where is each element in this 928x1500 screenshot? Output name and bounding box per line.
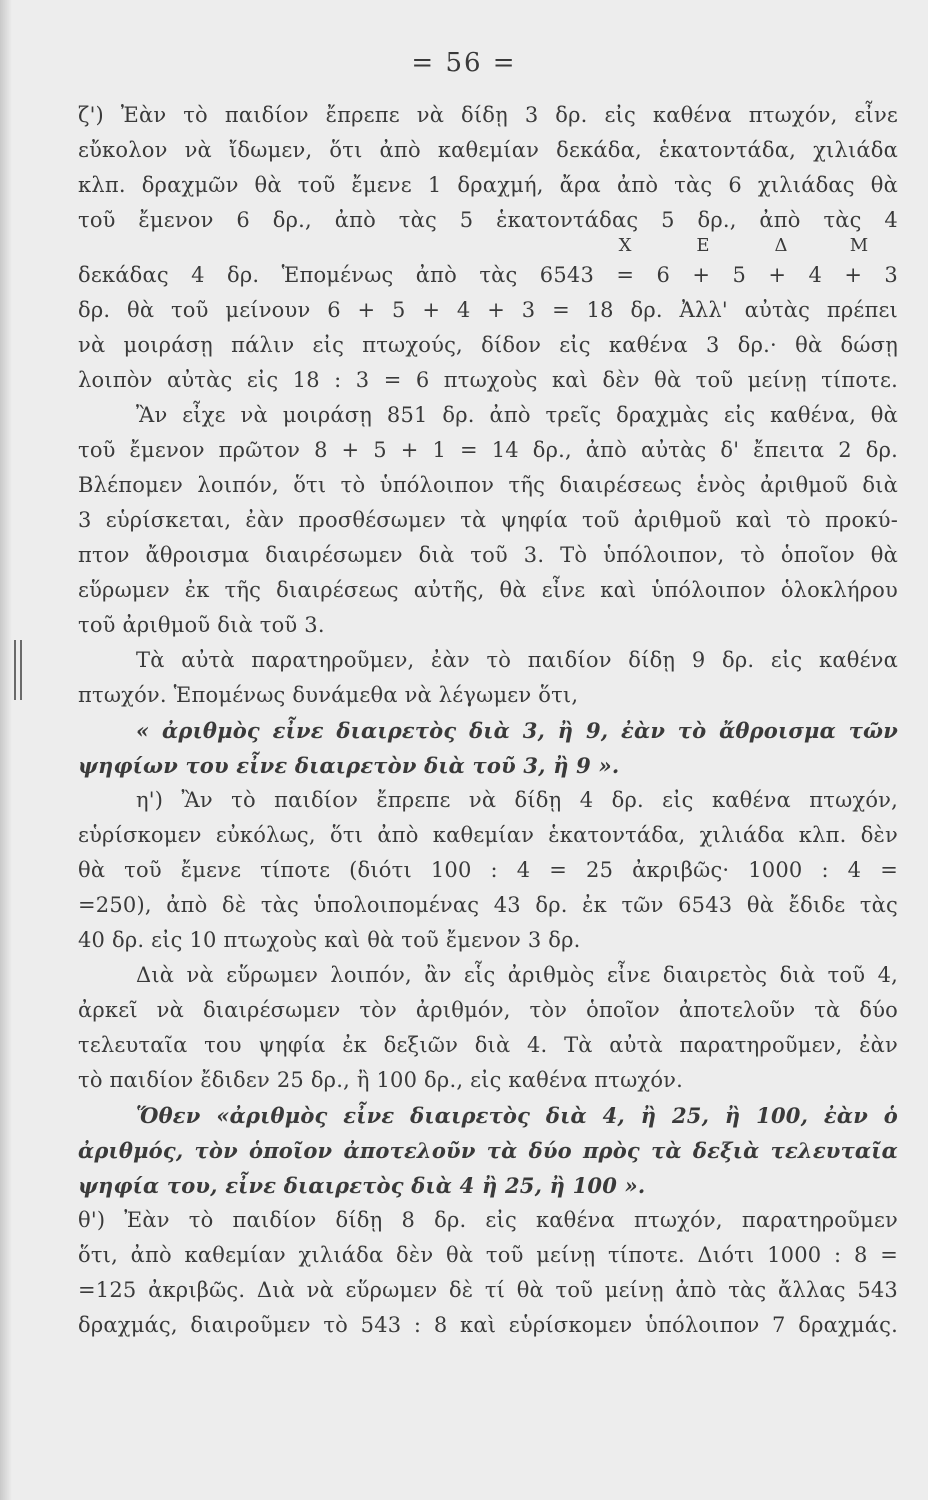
text-line: τὸ παιδίον ἔδιδεν 25 δρ., ἢ 100 δρ., εἰς καθένα πτωχόν.	[78, 1068, 684, 1092]
rule-statement: ψηφία του, εἶνε διαιρετὸς διὰ 4 ἢ 25, ἢ 100 ».	[78, 1173, 646, 1198]
text-line: τελευταῖα του ψηφία ἐκ δεξιῶν διὰ 4. Τὰ αὐτὰ παρατηροῦμεν, ἐὰν	[78, 1033, 898, 1057]
text-line: ὅτι, ἀπὸ καθεμίαν χιλιάδα δὲν θὰ τοῦ μείνῃ τίποτε. Διότι 1000 : 8 =	[78, 1243, 898, 1267]
text-line: νὰ μοιράσῃ πάλιν εἰς πτωχούς, δίδον εἰς καθένα 3 δρ.· θὰ δώσῃ	[78, 333, 898, 357]
text-line: Διὰ νὰ εὕρωμεν λοιπόν, ἂν εἷς ἀριθμὸς εἶνε διαιρετὸς διὰ τοῦ 4,	[136, 963, 898, 987]
place-letter-tens: Δ	[774, 235, 788, 256]
rule-statement: ἀριθμός, τὸν ὁποῖον ἀποτελοῦν τὰ δύο πρὸς τὰ δεξιὰ τελευταῖα	[78, 1138, 898, 1163]
text-line: λοιπὸν αὐτὰς εἰς 18 : 3 = 6 πτωχοὺς καὶ δὲν θὰ τοῦ μείνῃ τίποτε.	[78, 368, 898, 392]
place-letter-thousands: Χ	[618, 235, 632, 256]
text-line: εὔκολον νὰ ἴδωμεν, ὅτι ἀπὸ καθεμίαν δεκάδα, ἑκατοντάδα, χιλιάδα	[78, 138, 898, 162]
text-line: Ἂν εἶχε νὰ μοιράσῃ 851 δρ. ἀπὸ τρεῖς δραχμὰς εἰς καθένα, θὰ	[136, 403, 898, 427]
text-line: =250), ἀπὸ δὲ τὰς ὑπολοιπομένας 43 δρ. ἐκ τῶν 6543 θὰ ἔδιδε τὰς	[78, 893, 898, 917]
text-line: ζ') Ἐὰν τὸ παιδίον ἔπρεπε νὰ δίδῃ 3 δρ. εἰς καθένα πτωχόν, εἶνε	[78, 103, 898, 127]
text-line: =125 ἀκριβῶς. Διὰ νὰ εὕρωμεν δὲ τί θὰ τοῦ μείνῃ ἀπὸ τὰς ἄλλας 543	[78, 1278, 898, 1302]
rule-statement: ψηφίων του εἶνε διαιρετὸν διὰ τοῦ 3, ἢ 9 ».	[78, 753, 620, 778]
text-line: δεκάδας 4 δρ. Ἑπομένως ἀπὸ τὰς 6543 = 6 + 5 + 4 + 3	[78, 263, 898, 287]
text-line: πτον ἄθροισμα διαιρέσωμεν διὰ τοῦ 3. Τὸ ὑπόλοιπον, τὸ ὁποῖον θὰ	[78, 543, 898, 567]
place-letter-units: Μ	[849, 235, 869, 256]
page-shadow-edge	[0, 0, 12, 1500]
margin-mark	[14, 640, 22, 700]
text-line: ἀρκεῖ νὰ διαιρέσωμεν τὸν ἀριθμόν, τὸν ὁποῖον ἀποτελοῦν τὰ δύο	[78, 998, 898, 1022]
text-line: τοῦ ἔμενον 6 δρ., ἀπὸ τὰς 5 ἑκατοντάδας 5 δρ., ἀπὸ τὰς 4	[78, 208, 898, 232]
text-line: θ') Ἐὰν τὸ παιδίον δίδῃ 8 δρ. εἰς καθένα πτωχόν, παρατηροῦμεν	[78, 1208, 898, 1232]
text-line: τοῦ ἔμενον πρῶτον 8 + 5 + 1 = 14 δρ., ἀπὸ αὐτὰς δ' ἔπειτα 2 δρ.	[78, 438, 898, 462]
text-line: Τὰ αὐτὰ παρατηροῦμεν, ἐὰν τὸ παιδίον δίδῃ 9 δρ. εἰς καθένα	[136, 648, 898, 672]
rule-statement: Ὅθεν «ἀριθμὸς εἶνε διαιρετὸς διὰ 4, ἢ 25, ἢ 100, ἐὰν ὁ	[136, 1103, 898, 1128]
text-line: πτωχόν. Ἑπομένως δυνάμεθα νὰ λέγωμεν ὅτι,	[78, 683, 579, 707]
place-letter-hundreds: Ε	[696, 235, 710, 256]
page-number: = 56 =	[411, 48, 517, 78]
text-line: δρ. θὰ τοῦ μείνουν 6 + 5 + 4 + 3 = 18 δρ. Ἀλλ' αὐτὰς πρέπει	[78, 298, 898, 322]
text-line: 40 δρ. εἰς 10 πτωχοὺς καὶ θὰ τοῦ ἔμενον 3 δρ.	[78, 928, 581, 952]
text-line: εὑρίσκομεν εὐκόλως, ὅτι ἀπὸ καθεμίαν ἑκατοντάδα, χιλιάδα κλπ. δὲν	[78, 823, 898, 847]
text-line: κλπ. δραχμῶν θὰ τοῦ ἔμενε 1 δραχμή, ἄρα ἀπὸ τὰς 6 χιλιάδας θὰ	[78, 173, 898, 197]
text-line: εὕρωμεν ἐκ τῆς διαιρέσεως αὐτῆς, θὰ εἶνε καὶ ὑπόλοιπον ὁλοκλήρου	[78, 578, 898, 602]
text-line: 3 εὑρίσκεται, ἐὰν προσθέσωμεν τὰ ψηφία τοῦ ἀριθμοῦ καὶ τὸ προκύ-	[78, 508, 898, 532]
text-line: τοῦ ἀριθμοῦ διὰ τοῦ 3.	[78, 613, 325, 637]
text-line: θὰ τοῦ ἔμενε τίποτε (διότι 100 : 4 = 25 ἀκριβῶς· 1000 : 4 =	[78, 858, 898, 882]
body-text	[78, 98, 898, 1343]
rule-statement: « ἀριθμὸς εἶνε διαιρετὸς διὰ 3, ἢ 9, ἐὰν τὸ ἄθροισμα τῶν	[136, 718, 898, 743]
text-line: Βλέπομεν λοιπόν, ὅτι τὸ ὑπόλοιπον τῆς διαιρέσεως ἑνὸς ἀριθμοῦ διὰ	[78, 473, 898, 497]
text-line: η') Ἂν τὸ παιδίον ἔπρεπε νὰ δίδῃ 4 δρ. εἰς καθένα πτωχόν,	[136, 788, 898, 812]
text-line: δραχμάς, διαιροῦμεν τὸ 543 : 8 καὶ εὑρίσκομεν ὑπόλοιπον 7 δραχμάς.	[78, 1313, 898, 1337]
